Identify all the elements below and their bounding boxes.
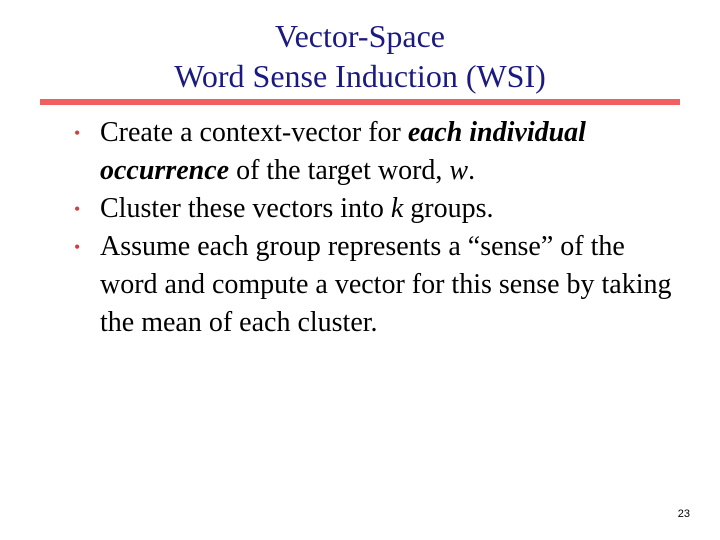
title-line-2: Word Sense Induction (WSI) — [174, 58, 546, 94]
bullet-dot-icon: • — [74, 237, 81, 257]
bullet-item-assume-sense — [46, 228, 686, 342]
bullet-item-context-vector — [46, 114, 686, 190]
bullet-1-emphasis-w: w — [449, 155, 469, 186]
slide-title — [0, 16, 720, 96]
bullet-3-text: Assume each group represents a “sense” of the word and compute a vector for this sense by taking the mean of each cluster. — [100, 231, 672, 338]
bullet-dot-icon: • — [74, 199, 81, 219]
bullet-1-text-part-2: of the target word, — [229, 155, 450, 186]
bullet-2-text-part-1: Cluster these vectors into — [100, 193, 391, 224]
bullet-list — [46, 114, 686, 342]
bullet-2-emphasis-k: k — [390, 193, 404, 224]
bullet-1-text-part-1: Create a context-vector for — [100, 117, 408, 148]
bullet-1-emphasis-occurrence: each individual occurrence — [100, 117, 586, 186]
page-number: 23 — [677, 508, 690, 520]
title-underline-rule — [40, 99, 680, 105]
bullet-item-cluster — [46, 190, 686, 228]
title-line-1: Vector-Space — [275, 18, 445, 54]
bullet-dot-icon: • — [74, 123, 81, 143]
bullet-1-text-part-3: . — [468, 155, 476, 186]
bullet-2-text-part-2: groups. — [403, 193, 494, 224]
